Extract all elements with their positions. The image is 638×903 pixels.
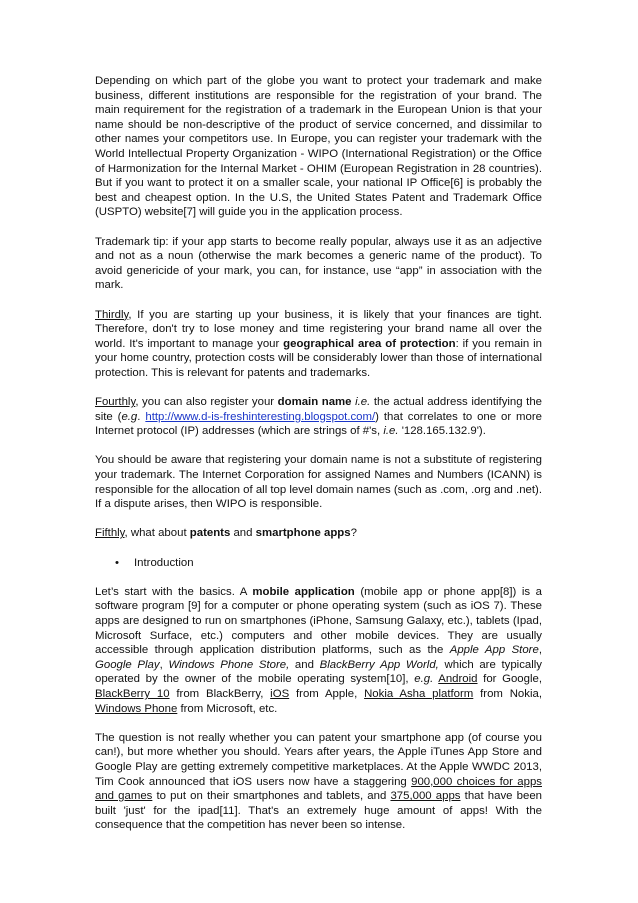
windows-phone-store-term: Windows Phone Store,: [168, 658, 290, 671]
paragraph-trademark-registration: [95, 74, 542, 220]
fourthly-label: Fourthly: [95, 396, 136, 409]
paragraph-trademark-tip: [95, 235, 542, 293]
nokia-asha-platform-link[interactable]: Nokia Asha platform: [364, 687, 474, 700]
paragraph-text: ,: [159, 658, 169, 671]
paragraph-text: to put on their smartphones and tablets, and: [152, 790, 391, 803]
paragraph-text: that have been built 'just' for the ipad[11]. That's an extremely huge amount of apps! With the consequence that the competition has never been so intense.: [95, 790, 542, 832]
bullet-list: [95, 556, 542, 571]
ie-abbreviation: i.e.: [355, 396, 371, 409]
patents-term: patents: [189, 527, 231, 540]
paragraph-text: : if you remain in your home country, protection costs will be considerably lower than those of international protection. This is relevant for patents and trademarks.: [95, 337, 543, 379]
paragraph-patent-question: [95, 731, 542, 833]
list-item: [115, 556, 542, 571]
ios-link[interactable]: iOS: [270, 687, 290, 700]
paragraph-text: Depending on which part of the globe you want to protect your trademark and make business, different institutions are responsible for the registration of your brand. The main requirement for the registration of a trademark in the European Union is that your name should be non-descriptive of the product of service concerned, and dissimilar to other names your competitors use. In Europe, you can register your trademark with the World Intellectual Property Organization - WIPO (International Registration) or the Office of Harmonization for the Internal Market - OHIM (European Registration in 28 countries). But if you want to protect it on a smaller scale, your national IP Office[6] is probably the best and cheapest option. In the U.S, the United States Patent and Trademark Office (USPTO) website[7] will guide you in the application process.: [95, 75, 542, 219]
paragraph-text: , you can also register your: [135, 396, 278, 409]
paragraph-text: from Apple,: [289, 687, 365, 700]
ipad-apps-link[interactable]: 375,000 apps: [390, 790, 461, 803]
fifthly-label: Fifthly: [95, 527, 125, 540]
paragraph-domain-vs-trademark: [95, 453, 542, 511]
paragraph-text: from Nokia,: [473, 687, 542, 700]
paragraph-text: from Microsoft, etc.: [177, 702, 278, 715]
apple-app-store-term: Apple App Store: [449, 644, 539, 657]
thirdly-label: Thirdly: [95, 308, 129, 321]
domain-name-term: domain name: [277, 396, 352, 409]
blackberry-10-link[interactable]: BlackBerry 10: [95, 687, 170, 700]
paragraph-text: the actual address identifying the site (: [95, 396, 543, 423]
list-item-label: Introduction: [134, 556, 194, 569]
blackberry-app-world-term: BlackBerry App World,: [319, 658, 439, 671]
paragraph-text: (mobile app or phone app[8]) is a software program [9] for a computer or phone operating system (such as iOS 7). These apps are designed to run on smartphones (iPhone, Samsung Galaxy, etc.), tablets (Ipad, Microsoft Surface, etc.) computers and other mobile devices. They are usually accessible through application distribution platforms, such as the: [95, 585, 542, 657]
bullet-icon: •: [115, 556, 119, 569]
mobile-application-term: mobile application: [252, 585, 355, 598]
paragraph-text: ) that correlates to one or more Internet protocol (IP) addresses (which are strings of #'s,: [95, 410, 542, 438]
paragraph-text: Let’s start with the basics. A: [95, 585, 253, 598]
paragraph-text: , what about: [124, 527, 190, 540]
paragraph-text: ,: [538, 644, 542, 657]
paragraph-text: Trademark tip: if your app starts to become really popular, always use it as an adjective and not as a noun (otherwise the mark becomes a generic name of the product). To avoid genericide of your mark, you can, for instance, use “app” in association with the mark.: [95, 235, 542, 292]
geographical-area-term: geographical area of protection: [283, 337, 456, 350]
apps-and-games-link[interactable]: 900,000 choices for apps and games: [95, 775, 542, 803]
ie-abbreviation: i.e.: [383, 425, 399, 438]
paragraph-text: from BlackBerry,: [169, 687, 271, 700]
paragraph-text: which are typically operated by the owner of the mobile operating system[10],: [95, 658, 542, 686]
paragraph-fourthly: [95, 395, 542, 439]
paragraph-text: for Google,: [477, 673, 542, 686]
paragraph-text: and: [230, 527, 256, 540]
android-link[interactable]: Android: [438, 673, 478, 686]
paragraph-text: You should be aware that registering your domain name is not a substitute of registering your trademark. The Internet Corporation for assigned Names and Numbers (ICANN) is responsible for the allocation of all top level domain names (such as .com, .org and .net). If a dispute arises, then WIPO is responsible.: [95, 454, 543, 511]
paragraph-fifthly: [95, 526, 542, 541]
windows-phone-link[interactable]: Windows Phone: [95, 702, 178, 715]
paragraph-text: , If you are starting up your business, it is likely that your finances are tight. Therefore, don't try to lose money and time registering your brand name all over the world. It's important to manage your: [95, 308, 542, 350]
paragraph-text: and: [289, 658, 320, 671]
example-site-link[interactable]: http://www.d-is-freshinteresting.blogspot.com/: [145, 410, 376, 423]
smartphone-apps-term: smartphone apps: [255, 527, 351, 540]
paragraph-text: ?: [350, 527, 357, 540]
paragraph-text: The question is not really whether you can patent your smartphone app (of course you can!), but more whether you should. Years after years, the Apple iTunes App Store and Google Play are getting extremely competitive marketplaces. At the Apple WWDC 2013, Tim Cook announced that iOS users now have a staggering: [95, 731, 542, 788]
paragraph-text: '128.165.132.9').: [398, 425, 486, 438]
google-play-term: Google Play: [95, 658, 160, 671]
paragraph-text: .: [137, 410, 146, 423]
eg-abbreviation: e.g.: [414, 673, 434, 686]
eg-abbreviation: e.g: [121, 410, 138, 423]
paragraph-thirdly: [95, 308, 542, 381]
paragraph-mobile-application: [95, 585, 542, 716]
